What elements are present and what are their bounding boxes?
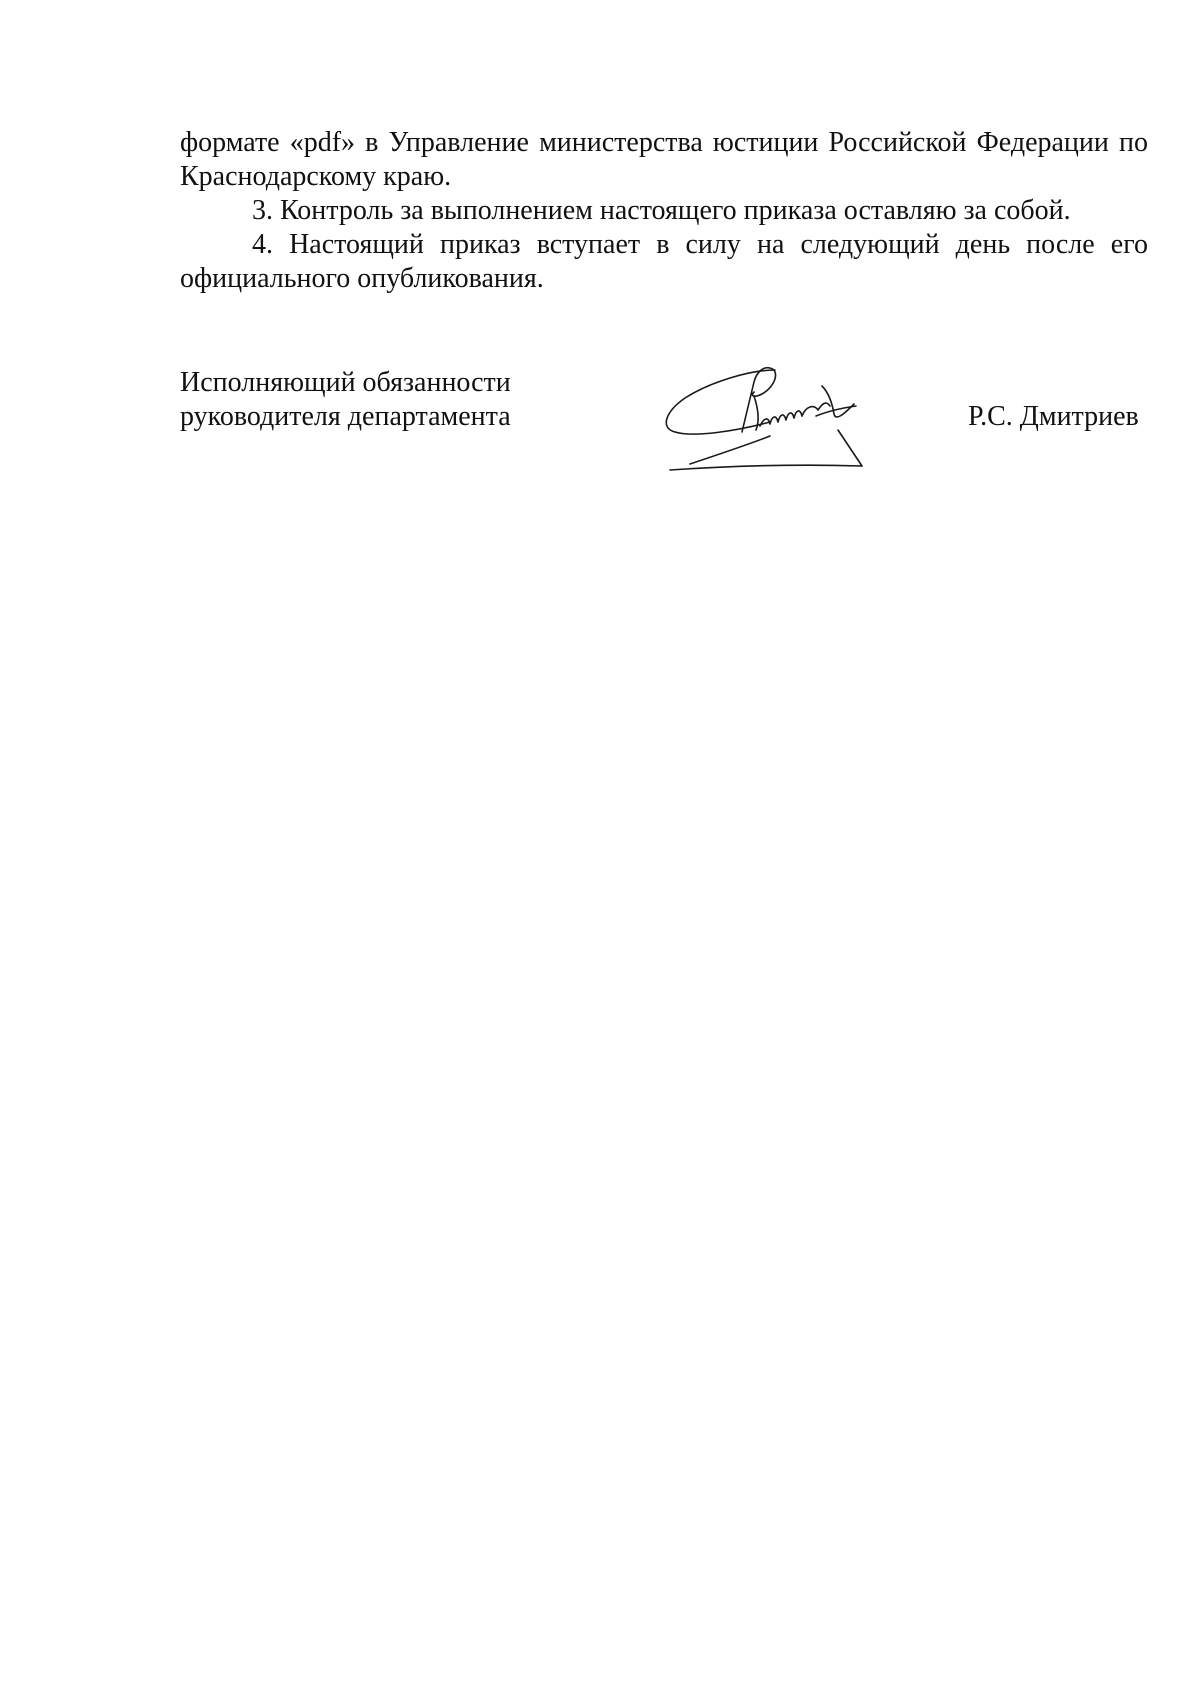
paragraph-pdf-format-line-1: формате «pdf» в Управление министерства юстиции Российской Федерации по — [180, 127, 1148, 158]
paragraph-pdf-format — [180, 126, 1148, 194]
paragraph-control — [180, 194, 1148, 228]
paragraph-pdf-format-line-2: Краснодарскому краю. — [180, 161, 452, 192]
order-body-text — [180, 126, 1148, 296]
signatory-position — [180, 366, 511, 434]
signatory-position-line-2: руководителя департамента — [180, 401, 511, 432]
signatory-position-line-1: Исполняющий обязанности — [180, 367, 511, 398]
paragraph-effective-date-line-1: 4. Настоящий приказ вступает в силу на следующий день после его — [252, 229, 1148, 260]
paragraph-control-text: 3. Контроль за выполнением настоящего приказа оставляю за собой. — [252, 195, 1071, 226]
handwritten-signature — [650, 360, 890, 472]
signature-block — [0, 360, 1200, 470]
signatory-name: Р.С. Дмитриев — [968, 401, 1139, 432]
paragraph-effective-date-line-2: официального опубликования. — [180, 263, 544, 294]
paragraph-effective-date — [180, 228, 1148, 296]
